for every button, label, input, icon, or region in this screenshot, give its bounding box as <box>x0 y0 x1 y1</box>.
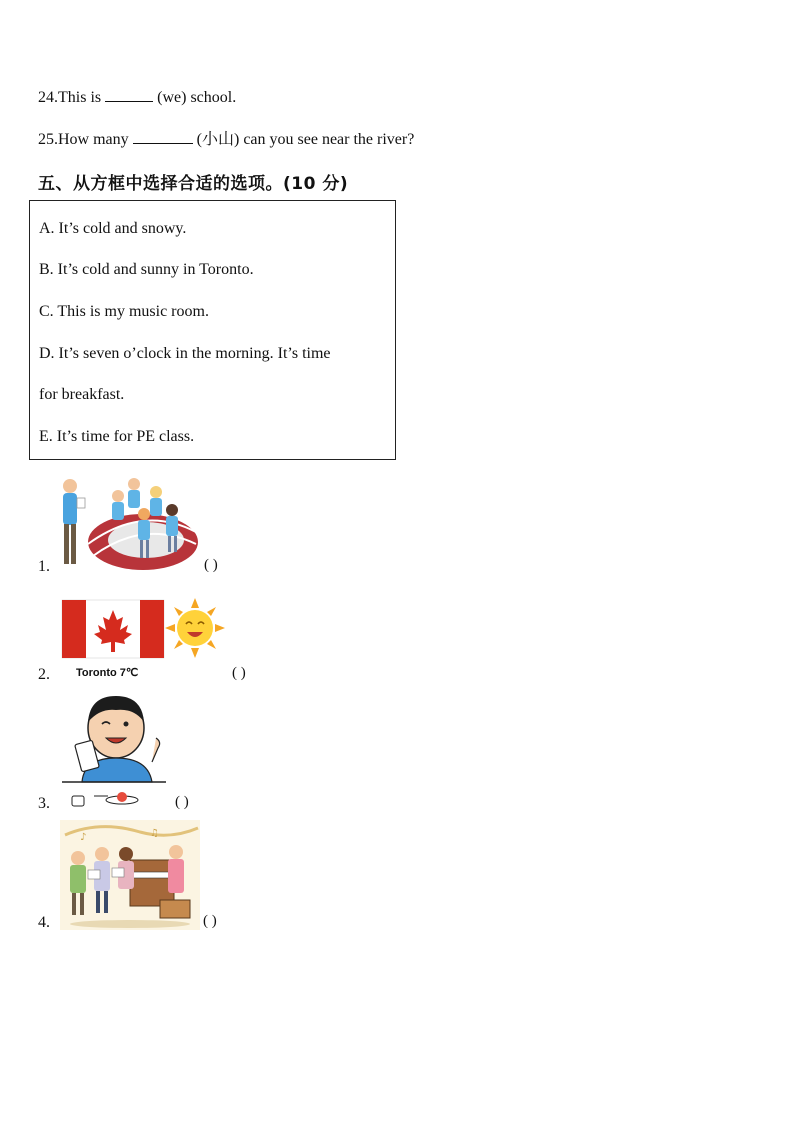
options-box <box>29 200 396 460</box>
option-e: E. It’s time for PE class. <box>39 428 195 445</box>
music-room-picture <box>60 820 200 930</box>
option-a: A. It’s cold and snowy. <box>39 220 187 237</box>
item-2-answer-paren[interactable]: ( ) <box>232 665 246 681</box>
question-number: 24. <box>38 89 58 106</box>
item-4-answer-paren[interactable]: ( ) <box>203 913 217 929</box>
option-b: B. It’s cold and sunny in Toronto. <box>39 261 254 278</box>
option-d: D. It’s seven o’clock in the morning. It’s time <box>39 345 331 362</box>
answer-blank[interactable] <box>105 87 153 102</box>
item-1-number: 1. <box>38 558 50 575</box>
question-number: 25. <box>38 131 58 148</box>
question-text-before: How many <box>58 131 133 148</box>
answer-blank[interactable] <box>133 129 193 144</box>
option-c: C. This is my music room. <box>39 303 209 320</box>
boy-breakfast-picture <box>60 692 170 812</box>
item-4-number: 4. <box>38 914 50 931</box>
item-3-answer-paren[interactable]: ( ) <box>175 794 189 810</box>
option-d-continued: for breakfast. <box>39 386 125 403</box>
svg-text:♪: ♪ <box>80 832 87 843</box>
section-title: 五、从方框中选择合适的选项。(10 分) <box>38 174 349 194</box>
item-2-number: 2. <box>38 666 50 683</box>
question-25 <box>38 129 414 150</box>
item-3-number: 3. <box>38 795 50 812</box>
item-1-answer-paren[interactable]: ( ) <box>204 557 218 573</box>
question-text-after: (we) school. <box>153 89 237 106</box>
question-text-after: (小山) can you see near the river? <box>192 131 415 148</box>
toronto-temperature-caption: Toronto 7℃ <box>76 667 139 679</box>
question-text-before: This is <box>58 89 106 106</box>
pe-class-picture <box>58 474 198 574</box>
question-24 <box>38 87 236 108</box>
svg-text:♫: ♫ <box>150 828 159 839</box>
canada-flag-sun-picture <box>60 598 225 660</box>
